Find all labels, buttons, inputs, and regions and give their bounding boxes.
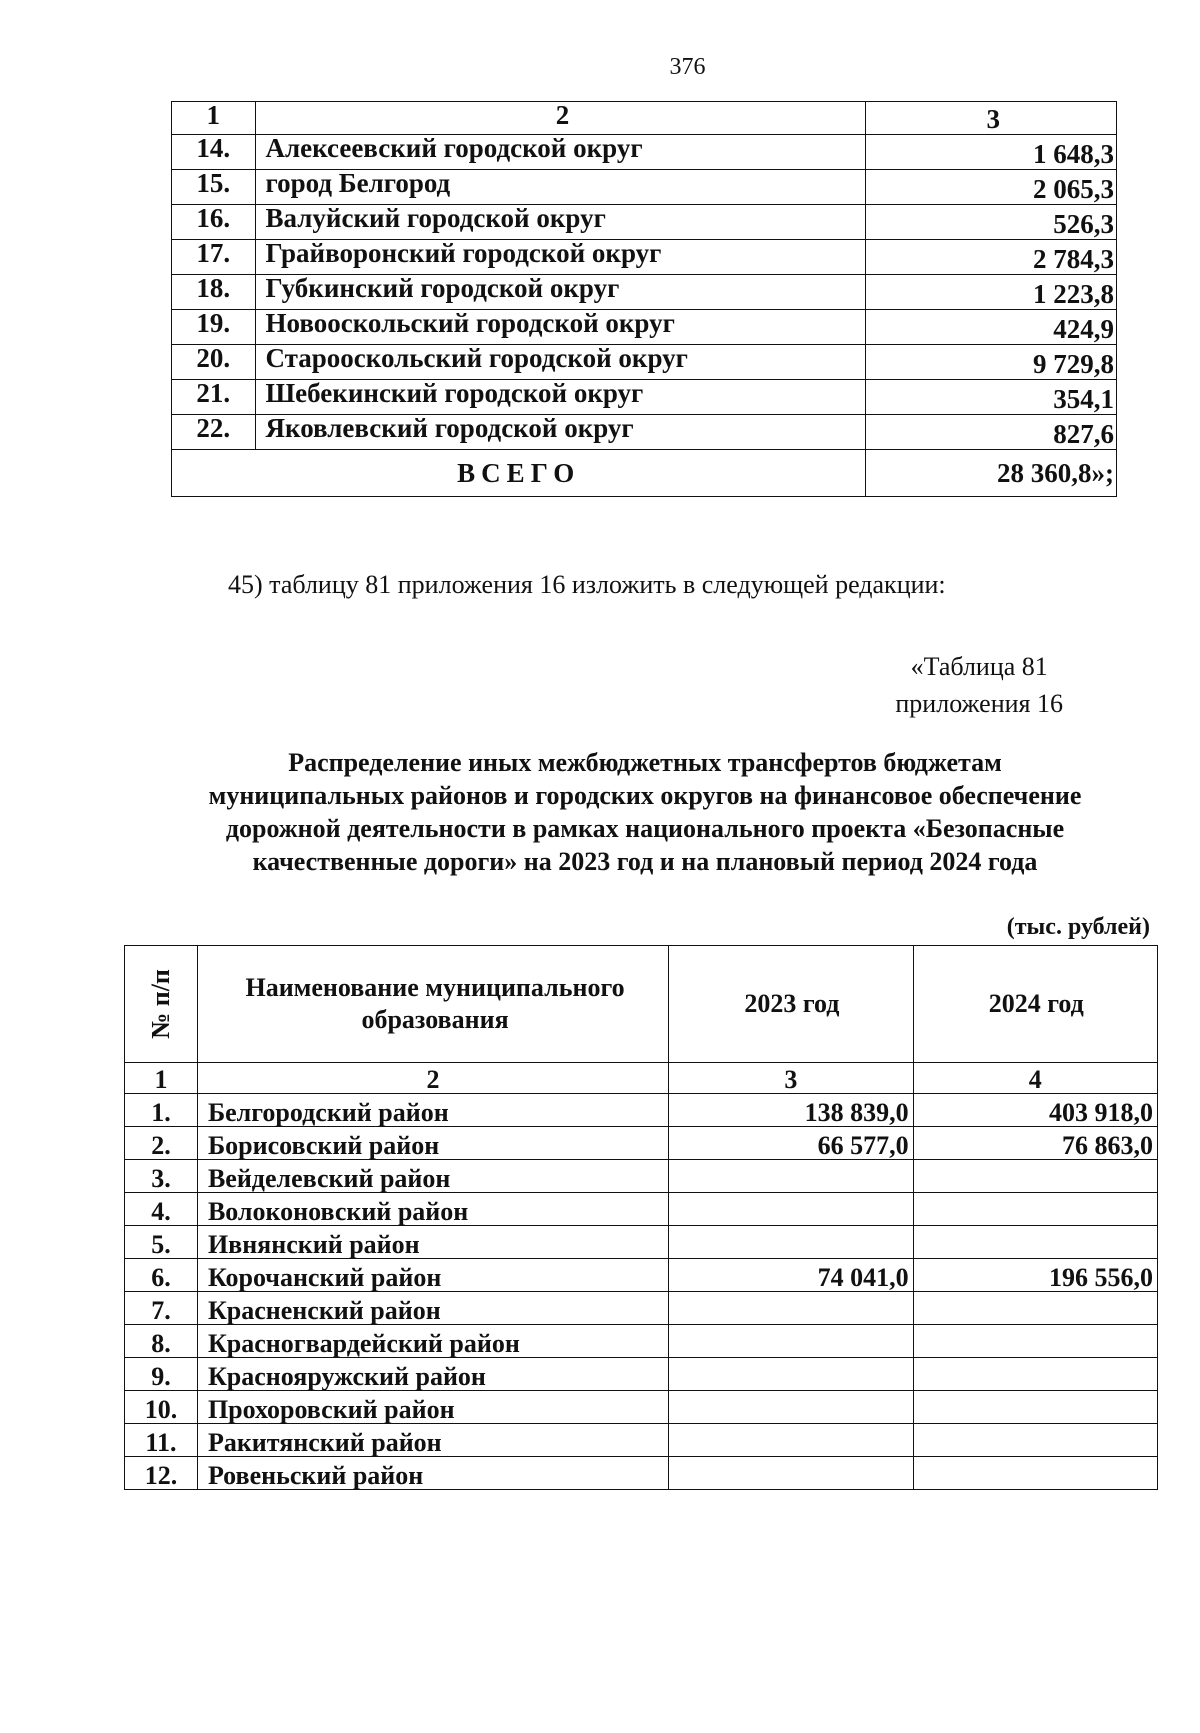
row-number: 12. xyxy=(125,1457,198,1490)
amount-2024 xyxy=(913,1193,1157,1226)
row-number: 7. xyxy=(125,1292,198,1325)
amount-2023 xyxy=(669,1325,913,1358)
municipality-name: Старооскольский городской округ xyxy=(255,345,866,380)
amount-value: 827,6 xyxy=(866,415,1117,450)
amount-2024 xyxy=(913,1160,1157,1193)
row-number: 5. xyxy=(125,1226,198,1259)
amount-2024: 196 556,0 xyxy=(913,1259,1157,1292)
header-row-number-label: № п/п xyxy=(145,969,175,1039)
row-number: 20. xyxy=(172,345,256,380)
table-caption-line: приложения 16 xyxy=(895,689,1063,718)
table-row xyxy=(125,1391,1158,1424)
row-number: 18. xyxy=(172,275,256,310)
header-row-number xyxy=(125,946,198,1063)
page-number: 376 xyxy=(669,54,706,80)
municipality-name: Грайворонский городской округ xyxy=(255,240,866,275)
table-row xyxy=(172,170,1117,205)
row-number: 3. xyxy=(125,1160,198,1193)
row-number: 4. xyxy=(125,1193,198,1226)
amount-value: 354,1 xyxy=(866,380,1117,415)
amount-2024 xyxy=(913,1226,1157,1259)
transfers-table xyxy=(124,945,1158,1490)
table-row xyxy=(125,1259,1158,1292)
amount-2024: 403 918,0 xyxy=(913,1094,1157,1127)
municipality-name: Губкинский городской округ xyxy=(255,275,866,310)
row-number: 16. xyxy=(172,205,256,240)
total-value: 28 360,8»; xyxy=(866,450,1117,497)
title-line: Распределение иных межбюджетных трансфертов бюджетам xyxy=(288,748,1002,777)
table-row xyxy=(172,415,1117,450)
amount-2024 xyxy=(913,1424,1157,1457)
amount-value: 2 065,3 xyxy=(866,170,1117,205)
column-number-3: 3 xyxy=(669,1063,913,1094)
column-number-2: 2 xyxy=(197,1063,668,1094)
table-caption xyxy=(895,648,1063,722)
amount-2024 xyxy=(913,1358,1157,1391)
table-row xyxy=(172,135,1117,170)
amount-2023: 138 839,0 xyxy=(669,1094,913,1127)
column-numbers-row xyxy=(125,1063,1158,1094)
table-row xyxy=(125,1424,1158,1457)
amount-2023: 74 041,0 xyxy=(669,1259,913,1292)
amount-2023 xyxy=(669,1226,913,1259)
column-number-1: 1 xyxy=(125,1063,198,1094)
table-row xyxy=(125,1160,1158,1193)
amount-2023 xyxy=(669,1358,913,1391)
amount-2023 xyxy=(669,1424,913,1457)
table-row xyxy=(125,1325,1158,1358)
column-number-2: 2 xyxy=(255,102,866,135)
header-municipality-line: образования xyxy=(361,1005,509,1034)
amount-2023 xyxy=(669,1193,913,1226)
amount-2024: 76 863,0 xyxy=(913,1127,1157,1160)
row-number: 10. xyxy=(125,1391,198,1424)
column-number-4: 4 xyxy=(913,1063,1157,1094)
total-row xyxy=(172,450,1117,497)
column-number-1: 1 xyxy=(172,102,256,135)
row-number: 11. xyxy=(125,1424,198,1457)
amount-2024 xyxy=(913,1457,1157,1490)
table-row xyxy=(172,380,1117,415)
header-year-2024: 2024 год xyxy=(913,946,1157,1063)
header-year-2023: 2023 год xyxy=(669,946,913,1063)
amendment-paragraph: 45) таблицу 81 приложения 16 изложить в следующей редакции: xyxy=(228,570,946,599)
amount-2024 xyxy=(913,1325,1157,1358)
row-number: 14. xyxy=(172,135,256,170)
municipality-name: Ракитянский район xyxy=(197,1424,668,1457)
table-row xyxy=(172,345,1117,380)
municipality-name: Борисовский район xyxy=(197,1127,668,1160)
row-number: 17. xyxy=(172,240,256,275)
table-title xyxy=(120,746,1170,878)
column-number-3: 3 xyxy=(866,102,1117,135)
amount-2023 xyxy=(669,1292,913,1325)
municipality-name: Валуйский городской округ xyxy=(255,205,866,240)
table-row xyxy=(172,205,1117,240)
amount-2024 xyxy=(913,1391,1157,1424)
amount-2023 xyxy=(669,1457,913,1490)
municipality-name: Красногвардейский район xyxy=(197,1325,668,1358)
amount-2024 xyxy=(913,1292,1157,1325)
table-header-row xyxy=(125,946,1158,1063)
municipality-name: Красненский район xyxy=(197,1292,668,1325)
title-line: муниципальных районов и городских округов на финансовое обеспечение xyxy=(208,781,1082,810)
table-row xyxy=(125,1358,1158,1391)
header-municipality xyxy=(197,946,668,1063)
row-number: 15. xyxy=(172,170,256,205)
table-row xyxy=(125,1127,1158,1160)
table-row xyxy=(172,310,1117,345)
table-row xyxy=(125,1226,1158,1259)
amount-2023 xyxy=(669,1391,913,1424)
row-number: 9. xyxy=(125,1358,198,1391)
units-label: (тыс. рублей) xyxy=(1006,914,1150,940)
table-row xyxy=(172,275,1117,310)
municipality-name: Волоконовский район xyxy=(197,1193,668,1226)
amount-2023 xyxy=(669,1160,913,1193)
amount-value: 2 784,3 xyxy=(866,240,1117,275)
table-row xyxy=(172,240,1117,275)
header-municipality-line: Наименование муниципального xyxy=(245,973,625,1002)
row-number: 22. xyxy=(172,415,256,450)
row-number: 2. xyxy=(125,1127,198,1160)
municipality-name: город Белгород xyxy=(255,170,866,205)
municipality-name: Новооскольский городской округ xyxy=(255,310,866,345)
table-header-row xyxy=(172,102,1117,135)
title-line: качественные дороги» на 2023 год и на плановый период 2024 года xyxy=(252,847,1038,876)
amount-value: 424,9 xyxy=(866,310,1117,345)
table-row xyxy=(125,1292,1158,1325)
amount-value: 9 729,8 xyxy=(866,345,1117,380)
row-number: 21. xyxy=(172,380,256,415)
amount-value: 1 648,3 xyxy=(866,135,1117,170)
municipality-name: Прохоровский район xyxy=(197,1391,668,1424)
municipality-name: Ивнянский район xyxy=(197,1226,668,1259)
municipality-name: Шебекинский городской округ xyxy=(255,380,866,415)
row-number: 8. xyxy=(125,1325,198,1358)
municipality-name: Краснояружский район xyxy=(197,1358,668,1391)
municipality-name: Белгородский район xyxy=(197,1094,668,1127)
municipality-name: Ровеньский район xyxy=(197,1457,668,1490)
row-number: 6. xyxy=(125,1259,198,1292)
municipality-name: Алексеевский городской округ xyxy=(255,135,866,170)
municipality-name: Корочанский район xyxy=(197,1259,668,1292)
title-line: дорожной деятельности в рамках национального проекта «Безопасные xyxy=(225,814,1065,843)
municipal-totals-table xyxy=(171,101,1117,497)
amount-2023: 66 577,0 xyxy=(669,1127,913,1160)
municipality-name: Вейделевский район xyxy=(197,1160,668,1193)
table-row xyxy=(125,1094,1158,1127)
municipality-name: Яковлевский городской округ xyxy=(255,415,866,450)
amount-value: 1 223,8 xyxy=(866,275,1117,310)
total-label: ВСЕГО xyxy=(172,450,866,497)
amount-value: 526,3 xyxy=(866,205,1117,240)
table-caption-line: «Таблица 81 xyxy=(910,652,1048,681)
table-row xyxy=(125,1457,1158,1490)
row-number: 1. xyxy=(125,1094,198,1127)
row-number: 19. xyxy=(172,310,256,345)
table-row xyxy=(125,1193,1158,1226)
